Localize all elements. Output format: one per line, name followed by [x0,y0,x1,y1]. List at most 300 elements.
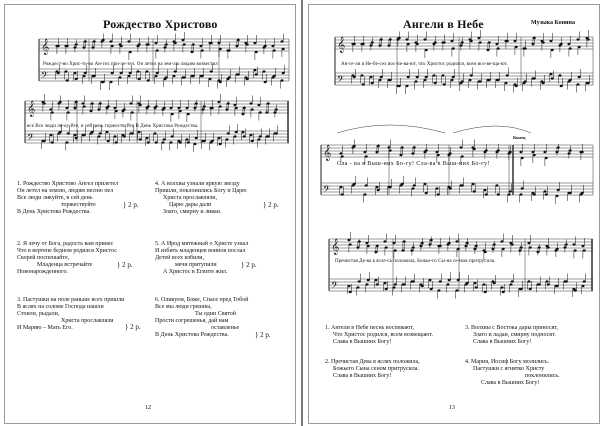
note-head [582,245,585,247]
note-head [341,156,344,158]
note-head [560,85,563,87]
note-head [542,82,545,84]
note-head [545,157,548,159]
page-number: 12 [145,405,151,411]
note-head [123,136,126,138]
note-head [529,247,532,249]
note-head [129,51,132,53]
note-head [542,42,545,44]
note-head [521,157,524,159]
note-head [75,78,78,80]
note-head [515,85,518,87]
note-head [479,42,482,44]
note-head [130,103,133,105]
note-head [192,75,195,77]
note-head [195,103,198,105]
note-head [425,49,428,51]
note-head [349,291,352,293]
note-head [242,131,245,133]
note-head [544,151,547,153]
note-head [380,39,383,41]
note-head [259,112,262,114]
note-head [147,142,150,144]
note-head [394,250,397,252]
note-head [510,284,513,286]
note-head [384,241,387,243]
note-head [488,42,491,44]
svg-text:𝄞: 𝄞 [331,239,340,255]
note-head [75,137,78,139]
note-head [234,104,237,106]
note-head [179,110,182,112]
note-head [128,41,131,43]
note-head [460,147,463,149]
note-head [439,245,442,247]
note-head [341,194,344,196]
note-head [203,140,206,142]
note-head [51,142,54,144]
note-head [406,85,409,87]
note-head [416,76,419,78]
note-head [389,186,392,188]
note-head [264,45,267,47]
note-head [275,133,278,135]
note-head [485,194,488,196]
note-head [524,48,527,50]
note-head [425,192,428,194]
right-page [308,4,600,424]
note-head [403,241,406,243]
note-head [162,142,165,144]
note-head [91,103,94,105]
note-head [75,44,78,46]
note-head [424,79,427,81]
note-head [403,284,406,286]
note-head [107,106,110,108]
note-head [50,134,53,136]
note-head [272,45,275,47]
note-head [466,282,469,284]
note-head [538,284,541,286]
note-head [138,78,141,80]
repeat-mark: } 2 р. [241,261,257,269]
note-head [569,192,572,194]
note-head [496,185,499,187]
note-head [155,42,158,44]
svg-text:𝄞: 𝄞 [337,37,346,53]
note-head [183,77,186,79]
note-head [163,107,166,109]
note-head [228,77,231,79]
note-head [201,75,204,77]
note-head [235,107,238,109]
note-head [106,131,109,133]
note-head [361,75,364,77]
note-head [577,39,580,41]
note-head [438,290,441,292]
note-head [357,287,360,289]
note-head [66,80,69,82]
note-head [472,183,475,185]
note-head [358,281,361,283]
note-head [437,154,440,156]
note-head [376,284,379,286]
note-head [483,284,486,286]
note-head [171,113,174,115]
note-head [407,43,410,45]
note-head [544,191,547,193]
note-head [569,150,572,152]
note-head [254,69,257,71]
note-head [43,140,46,142]
note-head [50,109,53,111]
note-head [353,43,356,45]
note-head [569,48,572,50]
note-head [424,183,427,185]
note-head [528,281,531,283]
note-head [505,82,508,84]
note-head [165,77,168,79]
note-head [163,139,166,141]
stanza: 5. А Ирод мятежный о Христе узнал И избить младенцев воинов послал Детей всех избили, мечи притупили А Христос в Египте жил. [155,241,249,275]
note-head [99,133,102,135]
note-head [385,247,388,249]
note-head [183,44,186,46]
note-head [146,71,149,73]
note-head [228,50,231,52]
note-head [110,81,113,83]
note-head [421,242,424,244]
note-head [114,136,117,138]
note-head [93,41,96,43]
note-head [258,139,261,141]
note-head [565,281,568,283]
note-head [448,242,451,244]
note-head [447,284,450,286]
left-page [4,4,296,424]
note-head [377,189,380,191]
note-head [449,153,452,155]
note-head [485,150,488,152]
note-head [129,72,132,74]
note-head [520,194,523,196]
page-number: 13 [449,405,455,411]
note-head [186,139,189,141]
stanza: 3. Волхвы с Востока дары приносят, Злато и ладан, смирну подносят. Слава в Вышних Богу! [465,325,558,345]
note-head [560,43,563,45]
note-head [484,291,487,293]
note-head [170,142,173,144]
note-head [475,287,478,289]
note-head [57,72,60,74]
note-head [497,150,500,152]
book-fold [301,0,303,426]
note-head [267,136,270,138]
lyric-line: Сла - ва в Выш-них Бо-гу! Сла-ва в Выш-них Бо-гу! [337,161,490,167]
svg-text:𝄢: 𝄢 [27,132,35,145]
stanza: 1. Ангели в Небе песнь воспевают, Что Христос родился, всем возвещают. Слава в Вышних Богу! [325,325,433,345]
svg-text:𝄞: 𝄞 [27,101,36,117]
note-head [443,84,446,86]
note-head [186,107,189,109]
note-head [366,284,369,286]
note-head [385,288,388,290]
note-head [200,45,203,47]
note-head [511,244,514,246]
note-head [120,72,123,74]
note-head [98,136,101,138]
note-head [65,71,68,73]
note-head [573,244,576,246]
note-head [365,156,368,158]
note-head [514,40,517,42]
note-head [551,49,554,51]
note-head [439,281,442,283]
note-head [364,194,367,196]
note-head [250,134,253,136]
svg-text:𝄞: 𝄞 [323,145,332,161]
note-head [493,244,496,246]
note-head [59,131,62,133]
note-head [389,150,392,152]
page-title: Ангели в Небе [403,17,484,31]
note-head [502,291,505,293]
note-head [506,40,509,42]
note-head [437,194,440,196]
note-head [550,73,553,75]
note-head [501,241,504,243]
note-head [57,45,60,47]
note-head [107,140,110,142]
note-head [538,247,541,249]
note-head [251,140,254,142]
note-head [187,113,190,115]
note-head [365,185,368,187]
note-head [246,44,249,46]
note-head [415,81,418,83]
note-head [281,41,284,43]
note-head [340,153,343,155]
note-head [578,46,581,48]
note-head [366,242,369,244]
note-head [195,137,198,139]
note-head [251,109,254,111]
note-head [243,107,246,109]
note-head [451,79,454,81]
note-head [379,79,382,81]
note-head [520,288,523,290]
note-head [139,104,142,106]
sheet-music-left [5,5,295,155]
note-head [377,145,380,147]
note-head [478,37,481,39]
note-head [194,143,197,145]
note-head [165,44,168,46]
note-head [402,250,405,252]
note-head [533,78,536,80]
note-head [502,248,505,250]
note-head [413,147,416,149]
note-head [406,39,409,41]
note-head [84,41,87,43]
stanza: 4. А волхвы узнали яркую звезду Пришли, поклонились Богу и Царю Христа прославляли, Царю дары дали Злато, смирну и ливан. [155,181,247,215]
note-head [421,285,424,287]
note-head [557,189,560,191]
note-head [521,188,524,190]
note-head [219,48,222,50]
note-head [258,104,261,106]
note-head [75,101,78,103]
note-head [235,131,238,133]
note-head [578,76,581,78]
note-head [83,106,86,108]
note-head [546,281,549,283]
stanza: 6. Оликуем, Боже, Спасе пред Тобой Все мы люди грешны, Ты один Святой Прости согрешенья, дай нам оставленье В День Христова Рождества. [155,297,249,338]
note-head [263,71,266,73]
note-head [475,245,478,247]
note-head [266,112,269,114]
note-head [139,139,142,141]
note-head [394,284,397,286]
note-head [119,77,122,79]
svg-text:𝄢: 𝄢 [323,184,331,197]
note-head [547,284,550,286]
note-head [110,41,113,43]
note-head [173,75,176,77]
note-head [174,71,177,73]
note-head [275,109,278,111]
note-head [99,103,102,105]
note-head [131,133,134,135]
note-head [456,290,459,292]
note-head [348,285,351,287]
svg-text:𝄢: 𝄢 [337,74,345,87]
note-head [67,133,70,135]
lyric-line: все Все люди ли-ку-йте, и сей день торжествуйте В День Христова Рождества. [27,124,199,129]
note-head [434,42,437,44]
note-head [348,239,351,241]
note-head [497,79,500,81]
note-head [407,76,410,78]
repeat-mark: } 2 р. [123,201,139,209]
note-head [340,186,343,188]
note-head [583,281,586,283]
note-head [380,76,383,78]
note-head [154,133,157,135]
note-head [434,82,437,84]
note-head [66,142,69,144]
note-head [264,81,267,83]
note-head [123,109,126,111]
note-head [218,101,221,103]
note-head [74,72,77,74]
note-head [376,245,379,247]
note-head [433,75,436,77]
note-head [155,142,158,144]
stanza: 2. Я лечу от Бога, радость вам принес Что в вертепе бедном родился Христос Скорей поспешайте, Младенца встречайте Новонарожденного. [17,241,117,275]
note-head [138,131,141,133]
note-head [457,279,460,281]
page-title: Рождество Христово [103,17,218,31]
note-head [470,75,473,77]
note-head [115,110,118,112]
note-head [211,107,214,109]
note-head [388,147,391,149]
note-head [506,75,509,77]
note-head [192,44,195,46]
repeat-mark: } 2 р. [255,331,271,339]
note-head [574,250,577,252]
note-head [219,143,222,145]
note-head [430,288,433,290]
note-head [353,183,356,185]
note-head [528,242,531,244]
note-head [282,72,285,74]
note-head [524,81,527,83]
note-head [577,84,580,86]
note-head [568,43,571,45]
note-head [461,81,464,83]
note-head [582,285,585,287]
note-head [226,139,229,141]
note-head [550,40,553,42]
note-head [436,188,439,190]
lyric-line: Рождест-во Хрис-то-во Ан-гел при-ле-тел. Он летел на зем-лю людям возвестил [43,62,218,67]
svg-text:𝄢: 𝄢 [41,70,49,83]
note-head [203,106,206,108]
note-head [574,290,577,292]
note-head [367,245,370,247]
note-head [466,242,469,244]
note-head [227,133,230,135]
note-head [509,151,512,153]
note-head [452,76,455,78]
note-head [496,43,499,45]
stanza: 1. Рождество Христово Ангел прилетел Он летел на землю, людям песню пел Все люди ликуйте, в сей день торжествуйте В День Христова Рождества. [17,181,119,215]
note-head [353,76,356,78]
note-head [551,78,554,80]
note-head [82,103,85,105]
note-head [461,156,464,158]
note-head [234,136,237,138]
note-head [587,82,590,84]
note-head [413,185,416,187]
note-head [155,75,158,77]
note-head [488,79,491,81]
note-head [509,191,512,193]
note-head [469,79,472,81]
note-head [179,142,182,144]
note-head [393,287,396,289]
note-head [237,74,240,76]
note-head [557,147,560,149]
note-head [389,39,392,41]
note-head [155,106,158,108]
note-head [457,248,460,250]
stanza: 3. Пастушки на поле раньше всех пришли В яслях на соломе Господа нашли Стоили, рыдали, Христа прославляли И Марию – Мать Его. [17,297,125,331]
note-head [375,279,378,281]
note-head [533,194,536,196]
note-head [137,71,140,73]
note-head [91,131,94,133]
lyric-line: Ан-ге-ли в Не-бе-сех вос-пе-ва-ют, что Христос родился, всем воз-ве-ща-ют. [341,62,508,67]
note-head [581,151,584,153]
note-head [587,39,590,41]
stanza: 4. Мария, Иосиф Богу молились. Пастушки с ягнятко Христу поклонились. Слава в Вышних Богу! [465,359,560,386]
note-head [59,101,62,103]
note-head [451,40,454,42]
note-head [201,50,204,52]
